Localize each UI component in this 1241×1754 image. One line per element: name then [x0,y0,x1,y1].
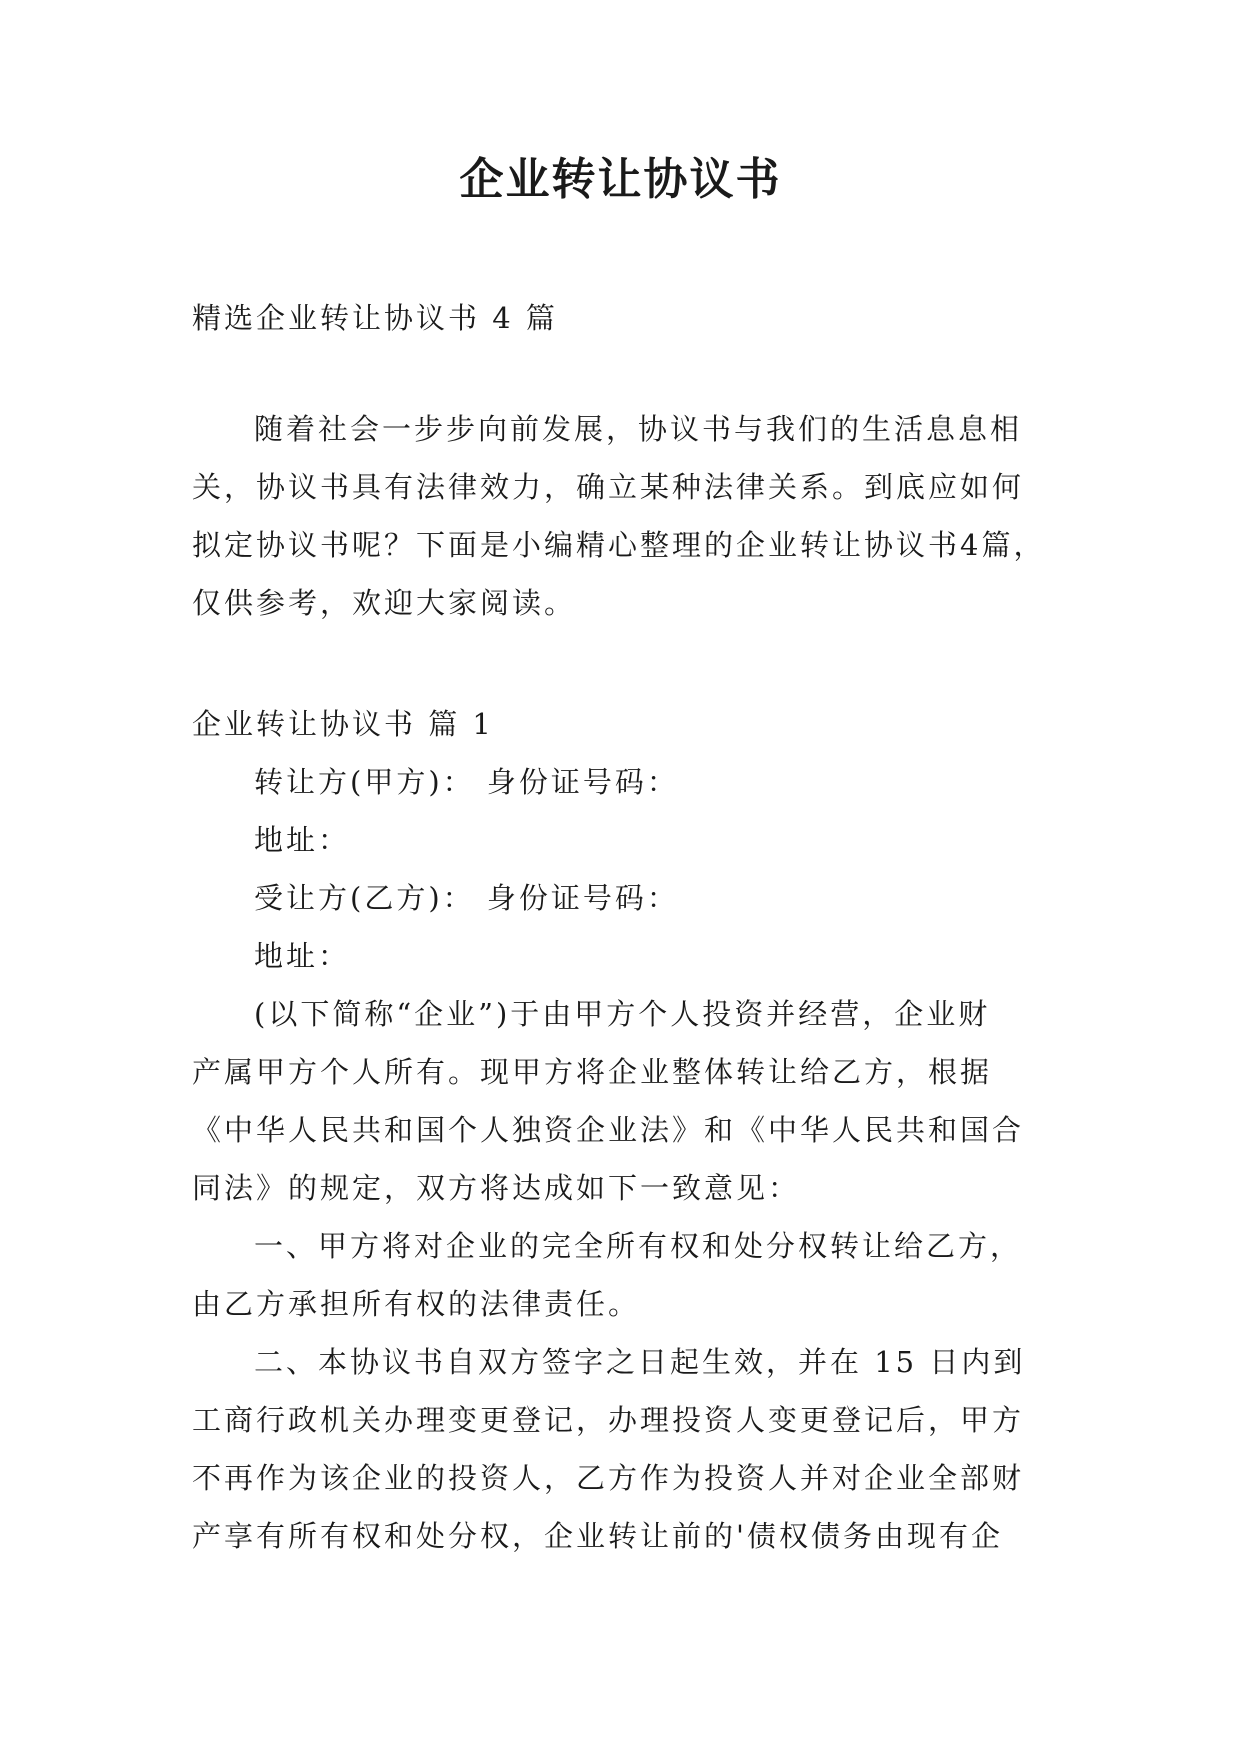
party-a-line: 转让方(甲方)： 身份证号码： [254,765,679,799]
clause-1-line: 由乙方承担所有权的法律责任。 [192,1287,641,1321]
document-title: 企业转让协议书 [459,154,782,205]
intro-line: 关，协议书具有法律效力，确立某种法律关系。到底应如何 [192,470,1025,504]
clause-2-line: 工商行政机关办理变更登记，办理投资人变更登记后，甲方 [192,1403,1025,1437]
intro-line: 拟定协议书呢？下面是小编精心整理的企业转让协议书4篇， [192,528,1046,562]
subtitle-line: 精选企业转让协议书 4 篇 [192,301,558,335]
preamble-line: 《中华人民共和国个人独资企业法》和《中华人民共和国合 [192,1113,1025,1147]
party-b-line: 受让方(乙方)： 身份证号码： [254,881,679,915]
section-heading: 企业转让协议书 篇 1 [192,707,494,741]
clause-2-line: 产享有所有权和处分权，企业转让前的'债权债务由现有企 [192,1519,1003,1553]
clause-2-line: 二、本协议书自双方签字之日起生效，并在 15 日内到 [254,1345,1026,1379]
clause-2-line: 不再作为该企业的投资人，乙方作为投资人并对企业全部财 [192,1461,1025,1495]
intro-line: 随着社会一步步向前发展，协议书与我们的生活息息相 [254,412,1023,446]
preamble-line: 同法》的规定，双方将达成如下一致意见： [192,1171,801,1205]
party-a-address: 地址： [254,823,351,857]
party-b-address: 地址： [254,939,351,973]
intro-line: 仅供参考，欢迎大家阅读。 [192,586,577,620]
agreement-section [192,695,1052,1565]
document-subtitle [192,289,1052,347]
clause-1-line: 一、甲方将对企业的完全所有权和处分权转让给乙方， [254,1229,1023,1263]
intro-paragraph [192,400,1052,632]
preamble-line: 产属甲方个人所有。现甲方将企业整体转让给乙方，根据 [192,1055,993,1089]
preamble-line: (以下简称“企业”)于由甲方个人投资并经营，企业财 [254,997,991,1031]
